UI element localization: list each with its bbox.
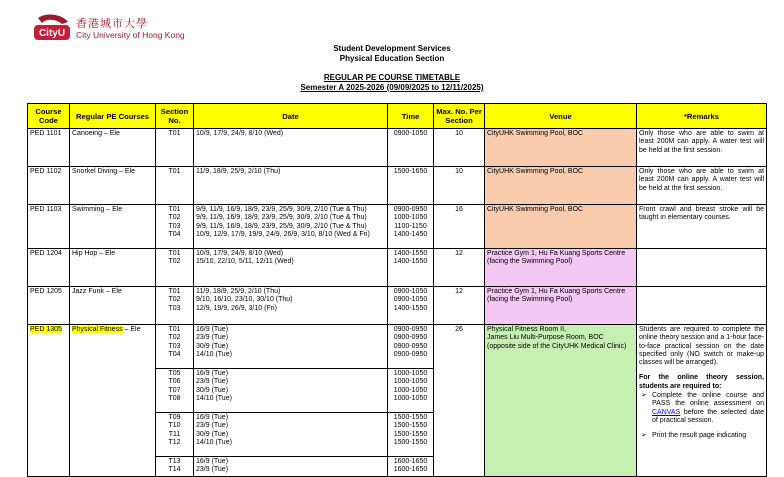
- course-name: Canoeing – Ele: [70, 129, 156, 167]
- section-no: T04: [168, 350, 181, 358]
- col-header-date: Date: [194, 104, 388, 129]
- time-cell: [388, 167, 434, 205]
- date-cell: [194, 369, 388, 413]
- section-cell: [156, 457, 194, 477]
- date-cell: [194, 413, 388, 457]
- section-cell: [156, 167, 194, 205]
- bullet-text: before the selected date of practical session.: [652, 408, 764, 424]
- time-cell: [388, 325, 434, 369]
- time-line: 1500-1550: [393, 430, 428, 438]
- time-line: 1600-1650: [393, 466, 428, 474]
- timetable: [27, 103, 767, 477]
- section-no: T05: [168, 370, 181, 377]
- time-line: 0900-1050: [393, 296, 428, 304]
- venue-line: (facing the Swimming Pool): [487, 258, 573, 266]
- venue-line: CityUHK Swimming Pool, BOC: [487, 168, 584, 175]
- date-line: 11/9, 18/9, 25/9, 2/10 (Thu): [196, 168, 281, 175]
- time-cell: [388, 205, 434, 249]
- date-line: 30/9 (Tue): [196, 430, 229, 438]
- section-no: T01: [168, 250, 181, 257]
- time-cell: [388, 129, 434, 167]
- course-code: PED 1205: [28, 287, 70, 325]
- time-cell: [388, 369, 434, 413]
- time-line: 1000-1050: [393, 394, 428, 402]
- date-cell: [194, 325, 388, 369]
- section-cell: [156, 369, 194, 413]
- date-line: 16/9 (Tue): [196, 370, 229, 377]
- section-no: T02: [168, 334, 181, 342]
- max-number: 10: [434, 129, 485, 167]
- venue-line: Physical Fitness Room II,: [487, 326, 566, 333]
- section-no: T10: [168, 422, 181, 430]
- department-title: Student Development Services: [333, 44, 451, 53]
- remarks-cell: Only those who are able to swim at least 200M can apply. A water test will be held at the first session.: [637, 167, 767, 205]
- time-cell: [388, 287, 434, 325]
- table-row: [28, 205, 767, 249]
- remarks-cell: Front crawl and breast stroke will be taught in elementary courses.: [637, 205, 767, 249]
- section-no: T13: [168, 458, 181, 465]
- venue-line: (opposite side of the CityUHK Medical Clinic): [487, 342, 627, 350]
- col-header-max: Max. No. Per Section: [434, 104, 485, 129]
- col-header-course: Regular PE Courses: [70, 104, 156, 129]
- arrow-bullet-icon: ➢: [641, 392, 647, 400]
- course-name: Snorkel Diving – Ele: [70, 167, 156, 205]
- remarks-bullet: [639, 432, 764, 440]
- max-number: 16: [434, 205, 485, 249]
- section-no: T06: [168, 378, 181, 386]
- section-no: T03: [168, 222, 181, 230]
- section-no: T11: [168, 430, 181, 438]
- remarks-cell: [637, 287, 767, 325]
- remarks-cell: [637, 325, 767, 477]
- time-line: 1500-1550: [393, 422, 428, 430]
- date-line: 10/9, 17/9, 24/9, 8/10 (Wed): [196, 130, 284, 137]
- semester-title: Semester A 2025-2026 (09/09/2025 to 12/11/2025): [300, 83, 484, 92]
- time-cell: [388, 457, 434, 477]
- section-title: Physical Education Section: [339, 54, 445, 63]
- time-line: 0900-0950: [393, 342, 428, 350]
- section-no: T01: [168, 168, 181, 175]
- col-header-code: Course Code: [28, 104, 70, 129]
- time-line: 1500-1650: [393, 168, 428, 175]
- section-no: T01: [168, 288, 181, 295]
- date-line: 14/10 (Tue): [196, 394, 232, 402]
- time-line: 1400-1550: [393, 250, 428, 257]
- section-no: T02: [168, 214, 181, 222]
- remarks-cell: Only those who are able to swim at least 200M can apply. A water test will be held at the first session.: [637, 129, 767, 167]
- section-no: T02: [168, 258, 181, 266]
- date-line: 9/9, 11/9, 16/9, 18/9, 23/9, 25/9, 30/9, 2/10 (Tue & Thu): [196, 222, 367, 230]
- time-line: 0900-0950: [393, 334, 428, 342]
- course-code-highlight: PED 1305: [30, 326, 62, 333]
- time-cell: [388, 249, 434, 287]
- course-code: PED 1101: [28, 129, 70, 167]
- date-line: 23/9 (Tue): [196, 422, 229, 430]
- section-no: T01: [168, 326, 181, 333]
- section-no: T14: [168, 466, 181, 474]
- course-name: Jazz Funk – Ele: [70, 287, 156, 325]
- date-cell: [194, 167, 388, 205]
- time-line: 1400-1550: [393, 304, 428, 312]
- timetable-body: [28, 129, 767, 477]
- max-number: 10: [434, 167, 485, 205]
- time-line: 1000-1050: [393, 386, 428, 394]
- date-line: 10/9, 12/9, 17/9, 19/9, 24/9, 26/9, 3/10, 8/10 (Wed & Fri): [196, 230, 370, 238]
- date-line: 16/9 (Tue): [196, 458, 229, 465]
- remarks-cell: [637, 249, 767, 287]
- venue-line: Practice Gym 1, Hu Fa Kuang Sports Centre: [487, 288, 626, 295]
- date-line: 15/10, 22/10, 5/11, 12/11 (Wed): [196, 258, 294, 266]
- logo-chinese-name: 香港城市大學: [76, 17, 148, 30]
- date-line: 23/9 (Tue): [196, 378, 229, 386]
- date-line: 30/9 (Tue): [196, 342, 229, 350]
- venue-line: Practice Gym 1, Hu Fa Kuang Sports Centre: [487, 250, 626, 257]
- time-line: 1500-1550: [393, 414, 428, 421]
- timetable-title: REGULAR PE COURSE TIMETABLE: [323, 73, 461, 82]
- section-no: T03: [168, 342, 181, 350]
- section-no: T01: [168, 130, 181, 137]
- date-line: 16/9 (Tue): [196, 326, 229, 333]
- logo-english-name: City University of Hong Kong: [76, 30, 185, 40]
- max-number: 12: [434, 249, 485, 287]
- table-row: [28, 287, 767, 325]
- time-line: 0900-0950: [393, 206, 428, 213]
- section-cell: [156, 287, 194, 325]
- date-line: 11/9, 18/9, 25/9, 2/10 (Thu): [196, 288, 281, 295]
- time-cell: [388, 413, 434, 457]
- date-line: 23/9 (Tue): [196, 466, 229, 474]
- arrow-bullet-icon: ➢: [641, 432, 647, 440]
- section-no: T12: [168, 438, 181, 446]
- section-cell: [156, 249, 194, 287]
- time-line: 0900-0950: [393, 326, 428, 333]
- course-code: PED 1204: [28, 249, 70, 287]
- date-line: 9/9, 11/9, 16/9, 18/9, 23/9, 25/9, 30/9, 2/10 (Tue & Thu): [196, 206, 367, 213]
- date-line: 12/9, 19/9, 26/9, 3/10 (Fri): [196, 304, 277, 312]
- col-header-remarks: *Remarks: [637, 104, 767, 129]
- time-line: 1400-1450: [393, 230, 428, 238]
- section-no: T08: [168, 394, 181, 402]
- venue-cell: [485, 249, 637, 287]
- venue-line: CityUHK Swimming Pool, BOC: [487, 206, 584, 213]
- date-line: 14/10 (Tue): [196, 350, 232, 358]
- venue-cell: [485, 287, 637, 325]
- cityu-logo: [32, 14, 185, 44]
- table-row: [28, 325, 767, 369]
- remarks-intro: Students are required to complete the online theory session and a 1-hour face-to-face practical session on the date specified only (NO switch or make-up classes will be arranged).: [639, 326, 764, 367]
- date-cell: [194, 129, 388, 167]
- section-no: T02: [168, 296, 181, 304]
- course-level: – Ele: [122, 326, 141, 333]
- section-cell: [156, 205, 194, 249]
- course-name: Hip Hop – Ele: [70, 249, 156, 287]
- max-number: 26: [434, 325, 485, 477]
- table-row: [28, 167, 767, 205]
- date-line: 10/9, 17/9, 24/9, 8/10 (Wed): [196, 250, 284, 257]
- venue-cell: [485, 167, 637, 205]
- canvas-link[interactable]: CANVAS: [652, 408, 681, 416]
- venue-cell: [485, 325, 637, 477]
- date-line: 30/9 (Tue): [196, 386, 229, 394]
- cityu-logo-mark-icon: [32, 14, 72, 42]
- time-line: 0900-1050: [393, 130, 428, 137]
- bullet-text: Complete the online course and PASS the online assessment on: [652, 392, 764, 408]
- course-code: PED 1103: [28, 205, 70, 249]
- section-no: T04: [168, 230, 181, 238]
- date-line: 9/10, 16/10, 23/10, 30/10 (Thu): [196, 296, 293, 304]
- venue-line: James Liu Multi-Purpose Room, BOC: [487, 334, 604, 342]
- section-cell: [156, 129, 194, 167]
- course-name: [70, 325, 156, 477]
- time-line: 1000-1050: [393, 378, 428, 386]
- date-cell: [194, 249, 388, 287]
- max-number: 12: [434, 287, 485, 325]
- section-cell: [156, 413, 194, 457]
- col-header-time: Time: [388, 104, 434, 129]
- time-line: 1000-1050: [393, 370, 428, 377]
- section-no: T01: [168, 206, 181, 213]
- col-header-section: Section No.: [156, 104, 194, 129]
- time-line: 0900-1050: [393, 288, 428, 295]
- table-header-row: [28, 104, 767, 129]
- remarks-bold-heading: For the online theory session, students are required to:: [639, 374, 764, 390]
- date-cell: [194, 287, 388, 325]
- time-line: 1000-1050: [393, 214, 428, 222]
- time-line: 1600-1650: [393, 458, 428, 465]
- course-code: [28, 325, 70, 477]
- venue-line: (facing the Swimming Pool): [487, 296, 573, 304]
- col-header-venue: Venue: [485, 104, 637, 129]
- section-no: T03: [168, 304, 181, 312]
- time-line: 1100-1150: [394, 222, 427, 230]
- time-line: 1400-1550: [393, 258, 428, 266]
- date-line: 23/9 (Tue): [196, 334, 229, 342]
- venue-line: CityUHK Swimming Pool, BOC: [487, 130, 584, 137]
- course-name-highlight: Physical Fitness: [72, 326, 123, 333]
- svg-text:CityU: CityU: [38, 28, 66, 39]
- bullet-text: Print the result page indicating: [652, 432, 747, 440]
- time-line: 1500-1550: [393, 438, 428, 446]
- date-line: 9/9, 11/9, 16/9, 18/9, 23/9, 25/9, 30/9, 2/10 (Tue & Thu): [196, 214, 367, 222]
- course-name: Swimming – Ele: [70, 205, 156, 249]
- venue-cell: [485, 205, 637, 249]
- section-cell: [156, 325, 194, 369]
- venue-cell: [485, 129, 637, 167]
- remarks-bullet: [639, 392, 764, 425]
- date-line: 16/9 (Tue): [196, 414, 229, 421]
- table-row: [28, 129, 767, 167]
- time-line: 0900-0950: [393, 350, 428, 358]
- section-no: T09: [168, 414, 181, 421]
- section-no: T07: [168, 386, 181, 394]
- date-cell: [194, 457, 388, 477]
- table-row: [28, 249, 767, 287]
- course-code: PED 1102: [28, 167, 70, 205]
- date-line: 14/10 (Tue): [196, 438, 232, 446]
- date-cell: [194, 205, 388, 249]
